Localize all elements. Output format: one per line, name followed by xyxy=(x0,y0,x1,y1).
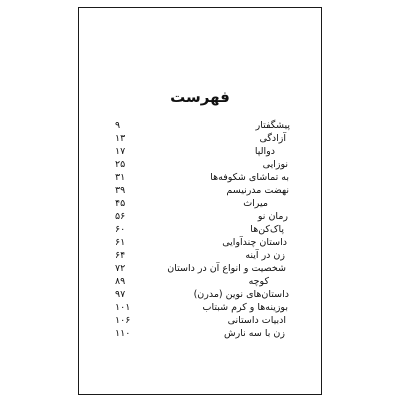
toc-entry-label: پیشگفتار xyxy=(255,120,290,131)
toc-entry xyxy=(115,262,290,275)
toc-entry xyxy=(115,275,290,288)
toc-entry-page: ۸۹ xyxy=(115,276,126,287)
toc-entry-page: ۱۳ xyxy=(115,133,126,144)
toc-entry-label: نهضت مدرنیسم xyxy=(226,185,289,196)
toc-entry-label: کوچه xyxy=(248,276,269,287)
toc-entry xyxy=(115,132,290,145)
toc-list xyxy=(115,119,290,340)
toc-entry xyxy=(115,184,290,197)
toc-entry-label: بوزینه‌ها و کرم شبتاب xyxy=(202,302,288,313)
toc-entry-label: داستان‌های نوین (مدرن) xyxy=(193,289,289,300)
toc-entry xyxy=(115,314,290,327)
toc-entry-page: ۱۰۱ xyxy=(115,302,131,313)
toc-entry-label: آزادگی xyxy=(259,133,286,144)
toc-entry-label: میراث xyxy=(243,198,268,209)
toc-entry xyxy=(115,158,290,171)
toc-entry xyxy=(115,145,290,158)
toc-entry-label: ادبیات داستانی xyxy=(227,315,286,326)
toc-entry-page: ۳۹ xyxy=(115,185,126,196)
toc-entry-page: ۶۰ xyxy=(115,224,126,235)
toc-entry xyxy=(115,171,290,184)
toc-entry xyxy=(115,236,290,249)
toc-entry xyxy=(115,119,290,132)
toc-entry xyxy=(115,223,290,236)
toc-entry-label: پاک‌کن‌ها xyxy=(250,224,284,235)
toc-entry-page: ۴۵ xyxy=(115,198,126,209)
toc-entry-page: ۹ xyxy=(115,120,121,131)
toc-entry-page: ۱۷ xyxy=(115,146,126,157)
toc-entry-label: زن در آینه xyxy=(245,250,285,261)
toc-entry xyxy=(115,210,290,223)
toc-entry-page: ۲۵ xyxy=(115,159,126,170)
toc-entry-page: ۳۱ xyxy=(115,172,126,183)
toc-entry-page: ۶۴ xyxy=(115,250,126,261)
toc-entry-label: نوزایی xyxy=(262,159,288,170)
toc-entry xyxy=(115,301,290,314)
book-page xyxy=(78,7,322,395)
toc-entry-page: ۱۰۶ xyxy=(115,315,131,326)
toc-entry-label: به تماشای شکوفه‌ها xyxy=(210,172,289,183)
toc-entry xyxy=(115,288,290,301)
toc-entry xyxy=(115,249,290,262)
toc-entry-page: ۶۱ xyxy=(115,237,126,248)
toc-entry-page: ۵۶ xyxy=(115,211,126,222)
toc-entry-label: شخصیت و انواع آن در داستان xyxy=(167,263,286,274)
toc-entry-label: رمان نو xyxy=(257,211,288,222)
toc-entry-label: زن با سه نارش xyxy=(224,328,285,339)
toc-entry xyxy=(115,327,290,340)
toc-entry-label: دوالپا xyxy=(254,146,275,157)
toc-entry-page: ۱۱۰ xyxy=(115,328,131,339)
toc-entry xyxy=(115,197,290,210)
toc-entry-label: داستان چندآوایی xyxy=(222,237,287,248)
toc-entry-page: ۹۷ xyxy=(115,289,126,300)
toc-entry-page: ۷۲ xyxy=(115,263,126,274)
toc-title: فهرست xyxy=(170,88,230,106)
